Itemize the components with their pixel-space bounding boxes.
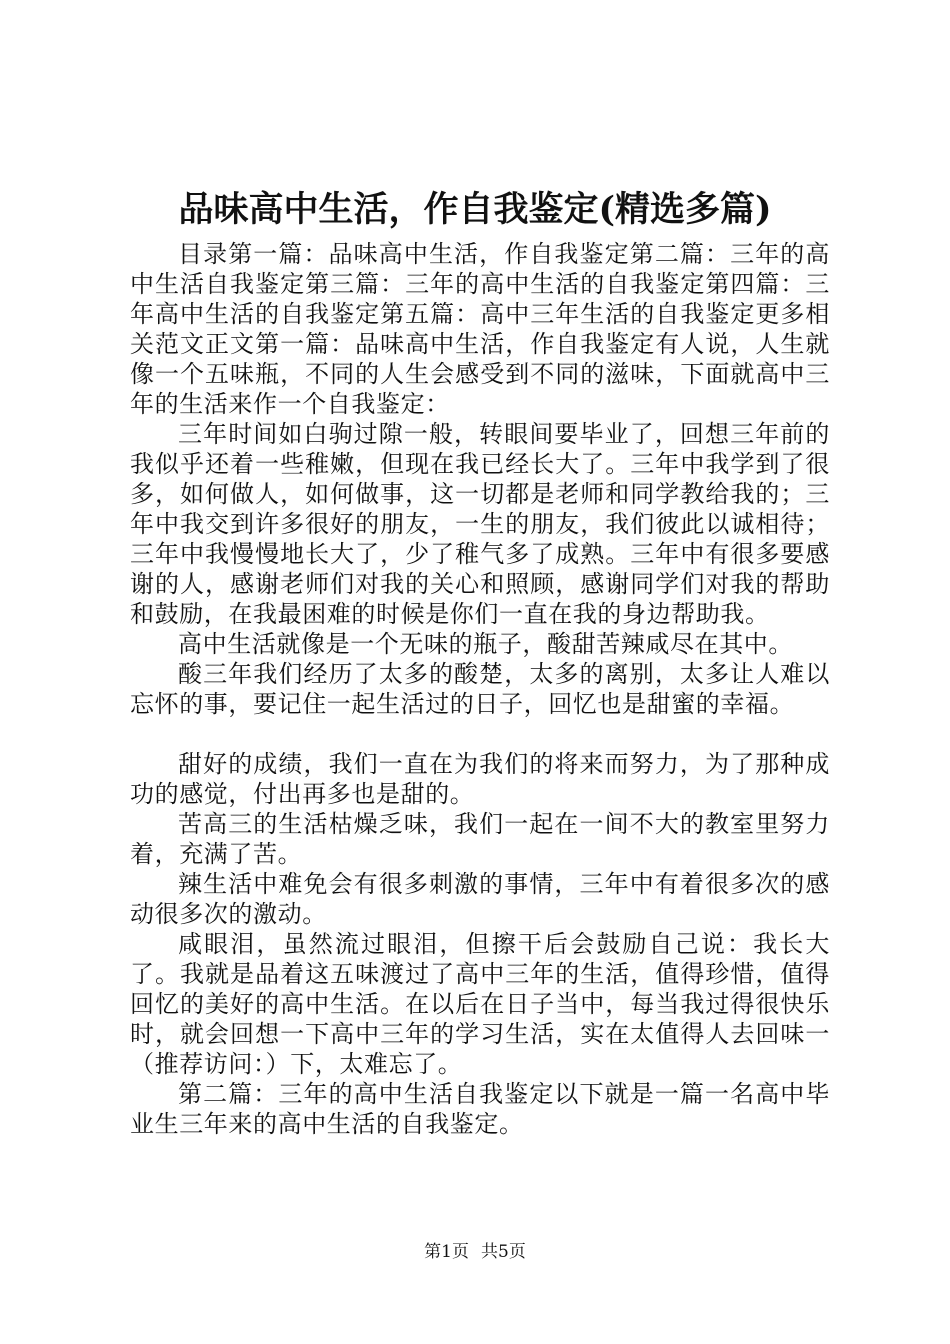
page-footer xyxy=(0,1241,950,1263)
paragraph-second-article: 第二篇：三年的高中生活自我鉴定以下就是一篇一名高中毕业生三年来的高中生活的自我鉴定。 xyxy=(130,1080,830,1138)
paragraph-spicy: 辣生活中难免会有很多刺激的事情，三年中有着很多次的感动很多次的激动。 xyxy=(130,870,830,928)
document-body xyxy=(130,239,830,1139)
paragraph-salty: 咸眼泪，虽然流过眼泪，但擦干后会鼓励自己说：我长大了。我就是品着这五味渡过了高中三年的生活，值得珍惜，值得回忆的美好的高中生活。在以后在日子当中，每当我过得很快乐时，就会回想一下高中三年的学习生活，实在太值得人去回味一（推荐访问：）下，太难忘了。 xyxy=(130,930,830,1078)
paragraph-sour: 酸三年我们经历了太多的酸楚，太多的离别，太多让人难以忘怀的事，要记住一起生活过的日子，回忆也是甜蜜的幸福。 xyxy=(130,660,830,718)
page-number-current: 第1页 xyxy=(424,1242,469,1262)
paragraph-flavor-bottle: 高中生活就像是一个无味的瓶子，酸甜苦辣咸尽在其中。 xyxy=(178,630,793,658)
paragraph-three-years: 三年时间如白驹过隙一般，转眼间要毕业了，回想三年前的我似乎还着一些稚嫩，但现在我已经长大了。三年中我学到了很多，如何做人，如何做事，这一切都是老师和同学教给我的；三年中我交到许多很好的朋友，一生的朋友，我们彼此以诚相待；三年中我慢慢地长大了，少了稚气多了成熟。三年中有很多要感谢的人，感谢老师们对我的关心和照顾，感谢同学们对我的帮助和鼓励，在我最困难的时候是你们一直在我的身边帮助我。 xyxy=(130,420,830,628)
page-number-total: 共5页 xyxy=(481,1242,526,1262)
paragraph-gap xyxy=(130,719,830,749)
document-title: 品味高中生活，作自我鉴定(精选多篇) xyxy=(178,189,772,230)
paragraph-toc-intro: 目录第一篇：品味高中生活，作自我鉴定第二篇：三年的高中生活自我鉴定第三篇：三年的高中生活的自我鉴定第四篇：三年高中生活的自我鉴定第五篇：高中三年生活的自我鉴定更多相关范文正文第一篇：品味高中生活，作自我鉴定有人说，人生就像一个五味瓶，不同的人生会感受到不同的滋味，下面就高中三年的生活来作一个自我鉴定： xyxy=(130,240,830,418)
paragraph-bitter: 苦高三的生活枯燥乏味，我们一起在一间不大的教室里努力着，充满了苦。 xyxy=(130,810,830,868)
paragraph-sweet: 甜好的成绩，我们一直在为我们的将来而努力，为了那种成功的感觉，付出再多也是甜的。 xyxy=(130,750,830,808)
